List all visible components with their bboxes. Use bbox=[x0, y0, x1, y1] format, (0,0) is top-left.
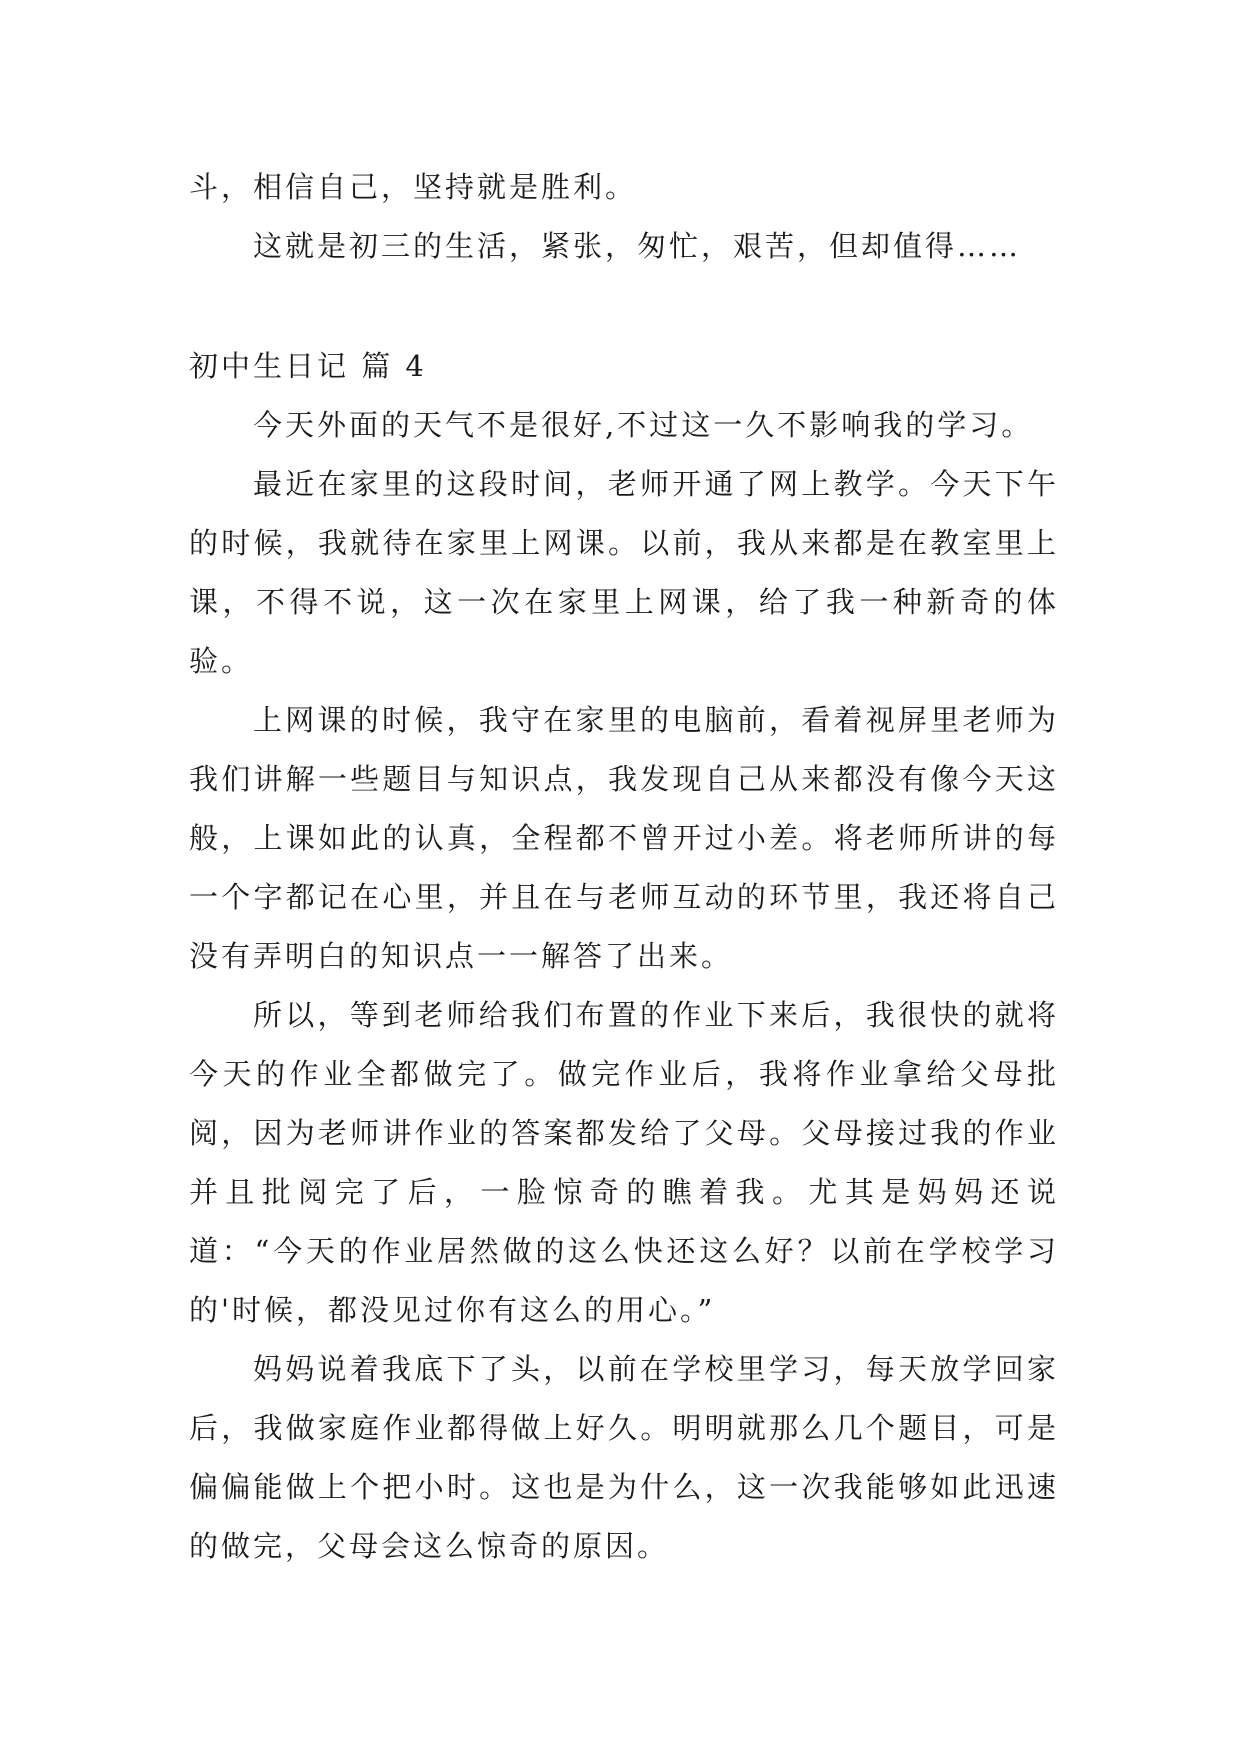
paragraph: 所以，等到老师给我们布置的作业下来后，我很快的就将今天的作业全都做完了。做完作业后，我将作业拿给父母批阅，因为老师讲作业的答案都发给了父母。父母接过我的作业并且批阅完了后，一脸惊奇的瞧着我。尤其是妈妈还说道：“今天的作业居然做的这么快还这么好？以前在学校学习的'时候，都没见过你有这么的用心。” bbox=[189, 998, 1059, 1327]
paragraph: 今天外面的天气不是很好,不过这一久不影响我的学习。 bbox=[253, 408, 1034, 442]
paragraph: 上网课的时候，我守在家里的电脑前，看着视屏里老师为我们讲解一些题目与知识点，我发现自己从来都没有像今天这般，上课如此的认真，全程都不曾开过小差。将老师所讲的每一个字都记在心里，并且在与老师互动的环节里，我还将自己没有弄明白的知识点一一解答了出来。 bbox=[189, 703, 1059, 973]
paragraph: 妈妈说着我底下了头，以前在学校里学习，每天放学回家后，我做家庭作业都得做上好久。明明就那么几个题目，可是偏偏能做上个把小时。这也是为什么，这一次我能够如此迅速的做完，父母会这么惊奇的原因。 bbox=[189, 1352, 1059, 1563]
paragraph-continuation: 斗，相信自己，坚持就是胜利。 bbox=[189, 170, 638, 204]
document-body bbox=[189, 158, 1059, 1576]
section-spacer bbox=[189, 276, 1059, 337]
paragraph-closing: 这就是初三的生活，紧张，匆忙，艰苦，但却值得…… bbox=[253, 229, 1022, 263]
paragraph: 最近在家里的这段时间，老师开通了网上教学。今天下午的时候，我就待在家里上网课。以前，我从来都是在教室里上课，不得不说，这一次在家里上网课，给了我一种新奇的体验。 bbox=[189, 467, 1059, 678]
section-heading: 初中生日记 篇 4 bbox=[189, 349, 427, 383]
